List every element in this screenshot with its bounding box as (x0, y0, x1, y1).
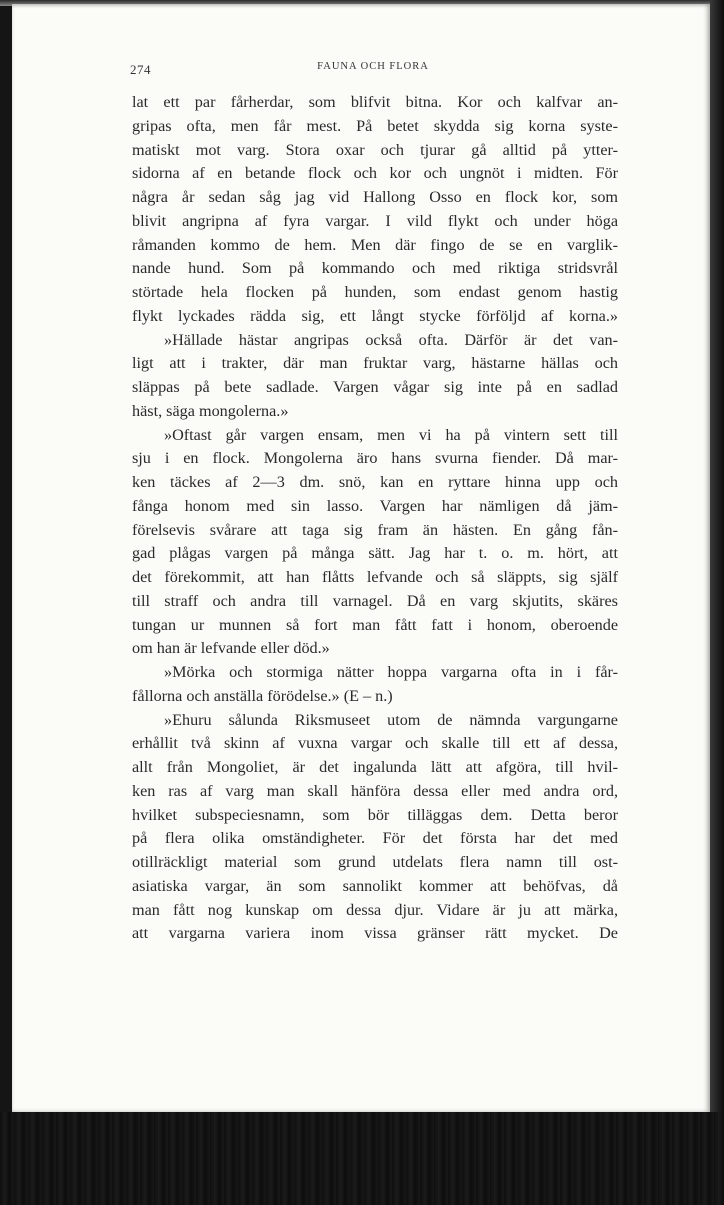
text-line: hvilket subspeciesnamn, som bör tilläggas dem. Detta beror (132, 805, 618, 824)
text-line: det förekommit, att han flåtts lefvande och så släppts, sig själf (132, 568, 618, 586)
text-line: häst, säga mongolerna.» (132, 401, 289, 420)
text-line: sidorna af en betande flock och kor och ungnöt i midten. För (132, 164, 618, 183)
text-line: tungan ur munnen så fort man fått fatt i honom, oberoende (132, 615, 618, 634)
running-title: FAUNA OCH FLORA (317, 61, 429, 72)
text-line: ligt att i trakter, där man fruktar varg, hästarne hällas och (132, 354, 618, 373)
text-line: gad plågas vargen på många sätt. Jag har t. o. m. hört, att (132, 544, 618, 563)
text-line: matiskt mot varg. Stora oxar och tjurar gå alltid på ytter- (132, 140, 618, 159)
text-line: otillräckligt material som grund utdelats flera namn till ost- (132, 853, 618, 871)
text-line: flykt lyckades rädda sig, ett långt stycke förföljd af korna.» (132, 306, 618, 325)
text-line: på flera olika omständigheter. För det första har det med (132, 829, 618, 848)
text-line: blivit angripna af fyra vargar. I vild flykt och under höga (132, 211, 618, 230)
text-line: förelsevis svårare att taga sig fram än hästen. En gång fån- (132, 520, 618, 539)
text-line: »Hällade hästar angripas också ofta. Därför är det van- (164, 330, 618, 349)
text-line: ken täckes af 2—3 dm. snö, kan en ryttare hinna upp och (132, 473, 618, 491)
text-line: fånga honom med sin lasso. Vargen har nämligen då jäm- (132, 496, 618, 515)
scan-edge-right (710, 0, 724, 1205)
text-line: sju i en flock. Mongolerna äro hans svurna fiender. Då mar- (132, 449, 618, 468)
text-line: nande hund. Som på kommando och med riktiga stridsvrål (132, 259, 618, 278)
page-number: 274 (130, 62, 151, 77)
text-line: ken ras af varg man skall hänföra dessa eller med andra ord, (132, 781, 618, 800)
text-line: »Ehuru sålunda Riksmuseet utom de nämnda vargungarne (164, 710, 618, 729)
text-line: om han är lefvande eller död.» (132, 639, 330, 658)
body-text (132, 91, 618, 946)
text-line: »Oftast går vargen ensam, men vi ha på vintern sett till (164, 425, 618, 444)
text-line: gripas ofta, men får mest. På betet skydda sig korna syste- (132, 116, 618, 135)
text-line: lat ett par fårherdar, som blifvit bitna. Kor och kalfvar an- (132, 93, 618, 111)
text-line: erhållit två skinn af vuxna vargar och skalle till ett af dessa, (132, 734, 618, 753)
text-line: till straff och andra till varnagel. Då en varg skjutits, skäres (132, 591, 618, 610)
text-line: asiatiska vargar, än som sannolikt kommer att behöfvas, då (132, 876, 618, 895)
text-line: allt från Mongoliet, är det ingalunda lätt att afgöra, till hvil- (132, 758, 618, 776)
text-line: råmanden kommo de hem. Men där fingo de se en varglik- (132, 235, 618, 254)
text-line: släppas på bete sadlade. Vargen vågar sig inte på en sadlad (132, 378, 618, 396)
text-line: några år sedan såg jag vid Hallong Osso en flock kor, som (132, 188, 618, 206)
text-line: »Mörka och stormiga nätter hoppa vargarna ofta in i får- (164, 663, 618, 681)
scan-bottom-border (0, 1112, 724, 1205)
page-header (130, 61, 616, 79)
text-line: att vargarna variera inom vissa gränser rätt mycket. De (132, 924, 618, 943)
text-line: man fått nog kunskap om dessa djur. Vidare är ju att märka, (132, 900, 618, 919)
text-line: störtade hela flocken på hunden, som endast genom hastig (132, 283, 618, 301)
text-line: fållorna och anställa förödelse.» (E – n.) (132, 686, 393, 705)
